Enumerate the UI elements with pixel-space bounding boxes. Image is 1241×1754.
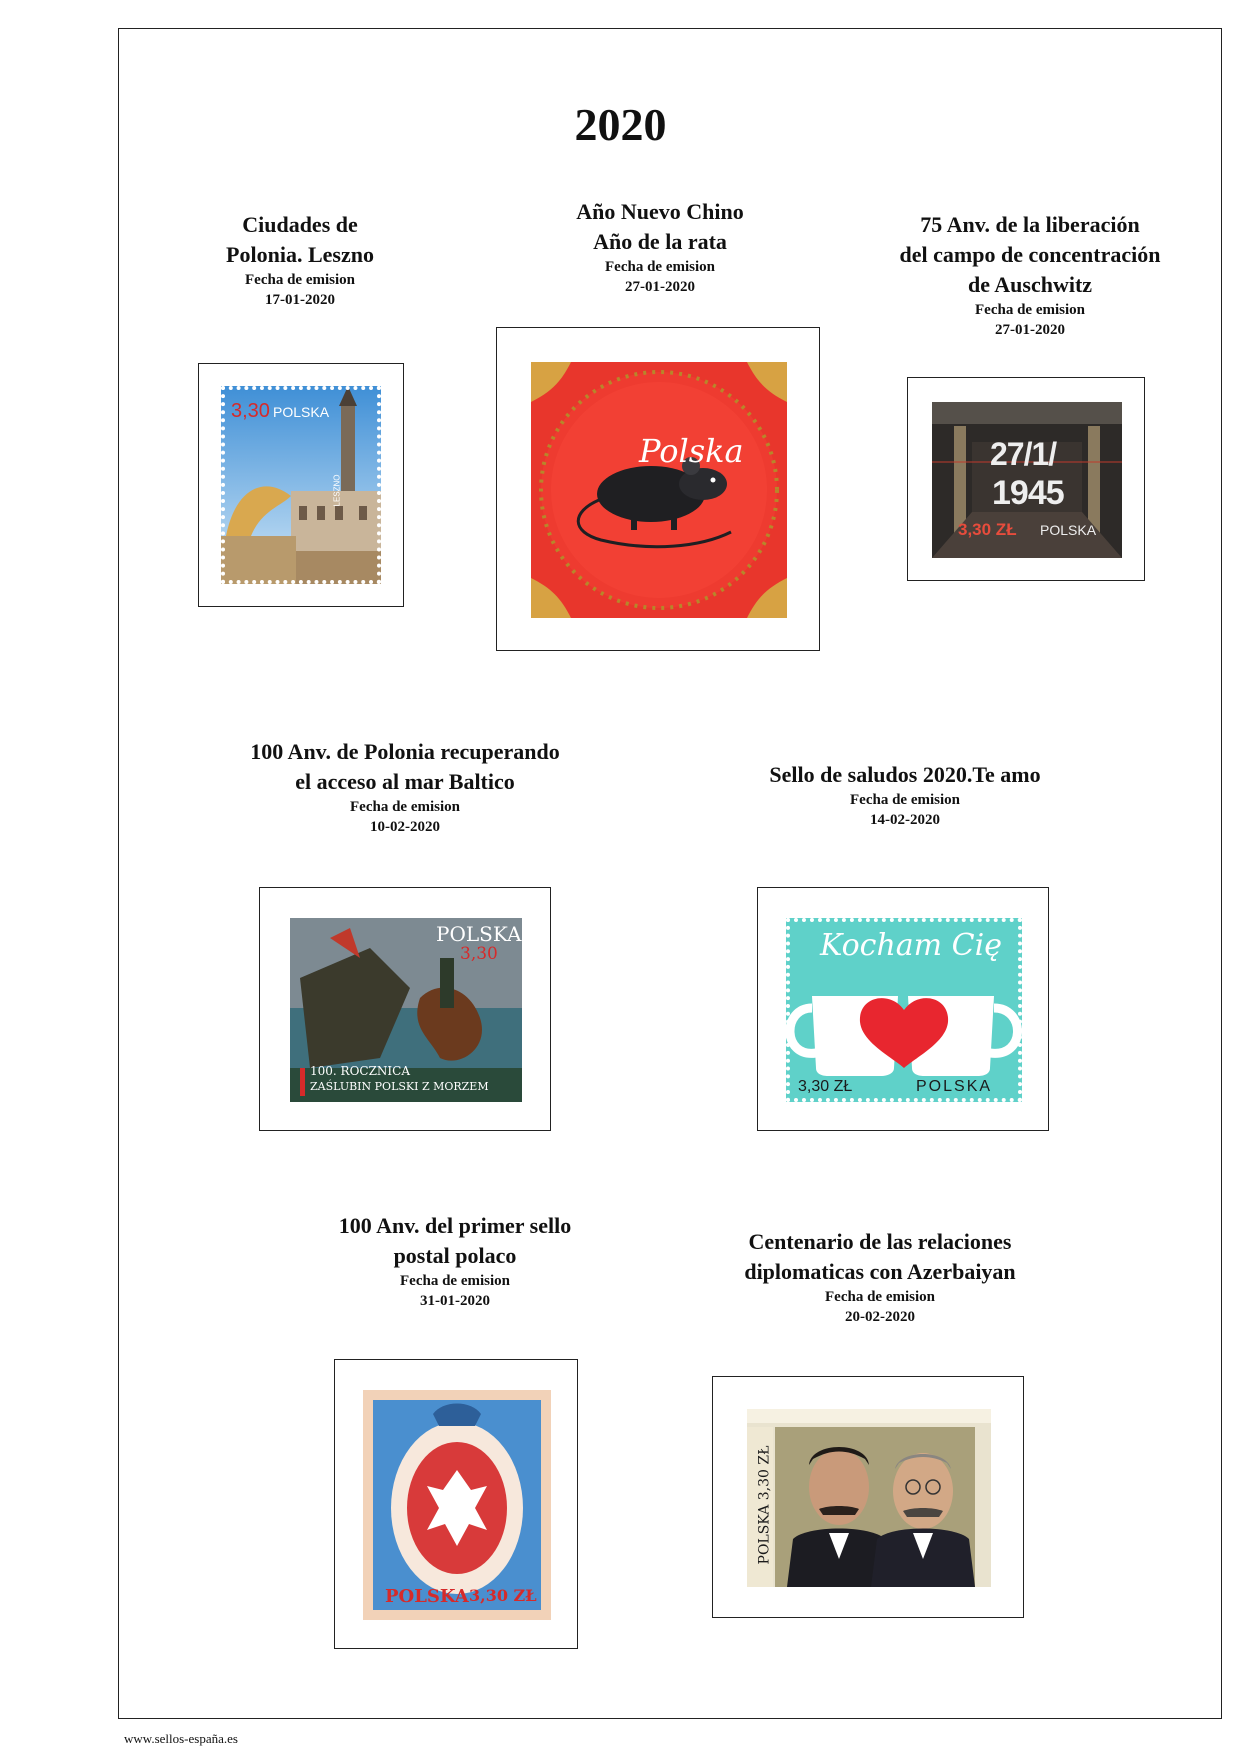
stamp-mount-rat xyxy=(496,327,820,651)
stamp-value: 3,30 ZŁ xyxy=(958,520,1017,539)
stamp-baltic xyxy=(290,918,522,1102)
issue-caption-first-stamp xyxy=(285,1211,625,1311)
issue-date: 27-01-2020 xyxy=(625,279,695,295)
stamp-leszno xyxy=(221,386,381,584)
issue-date: 20-02-2020 xyxy=(845,1309,915,1325)
issue-date-label: Fecha de emision xyxy=(975,302,1085,318)
stamp-mount-love xyxy=(757,887,1049,1131)
stamp-country: POLSKA xyxy=(1040,522,1097,538)
stamp-country: POLSKA xyxy=(385,1586,469,1607)
issue-date-label: Fecha de emision xyxy=(350,799,460,815)
stamp-country: POLSKA 3,30 ZŁ xyxy=(756,1445,773,1565)
issue-date: 10-02-2020 xyxy=(370,819,440,835)
issue-title: 100 Anv. del primer sello postal polaco xyxy=(338,1213,572,1268)
stamp-mount-first-stamp xyxy=(334,1359,578,1649)
stamp-city: LESZNO xyxy=(332,474,342,507)
issue-caption-baltic xyxy=(220,737,590,837)
issue-title: Sello de saludos 2020.Te amo xyxy=(769,762,1041,787)
stamp-mount-azerbaijan xyxy=(712,1376,1024,1618)
issue-caption-rat xyxy=(530,197,790,297)
stamp-date-line2: 1945 xyxy=(992,474,1064,512)
stamp-country: POLSKA xyxy=(916,1078,993,1095)
issue-caption-azerbaijan xyxy=(695,1227,1065,1327)
issue-date-label: Fecha de emision xyxy=(825,1289,935,1305)
issue-date: 17-01-2020 xyxy=(265,292,335,308)
stamp-love xyxy=(786,918,1022,1102)
stamp-caption-2: ZAŚLUBIN POLSKI Z MORZEM xyxy=(310,1080,489,1093)
stamp-value: 3,30 xyxy=(231,400,270,422)
stamp-mount-auschwitz xyxy=(907,377,1145,581)
stamp-value: 3,30 xyxy=(460,944,498,964)
stamp-date-line1: 27/1/ xyxy=(990,436,1057,472)
stamp-country: Polska xyxy=(639,432,744,470)
issue-date: 31-01-2020 xyxy=(420,1293,490,1309)
issue-title: 100 Anv. de Polonia recuperando el acceso al mar Baltico xyxy=(250,739,560,794)
issue-date-label: Fecha de emision xyxy=(850,792,960,808)
issue-date-label: Fecha de emision xyxy=(245,272,355,288)
issue-title: Centenario de las relaciones diplomaticas con Azerbaiyan xyxy=(744,1229,1016,1284)
issue-caption-auschwitz xyxy=(860,210,1200,340)
stamp-caption-1: 100. ROCZNICA xyxy=(310,1064,411,1078)
issue-date-label: Fecha de emision xyxy=(605,259,715,275)
stamp-azerbaijan xyxy=(747,1409,991,1587)
issue-caption-leszno xyxy=(180,210,420,310)
issue-date: 14-02-2020 xyxy=(870,812,940,828)
stamp-script: Kocham Cię xyxy=(820,928,1002,963)
issue-title: 75 Anv. de la liberación del campo de concentración de Auschwitz xyxy=(899,212,1161,297)
issue-caption-love xyxy=(720,760,1090,830)
stamp-value: 3,30 ZŁ xyxy=(469,1586,537,1605)
issue-date-label: Fecha de emision xyxy=(400,1273,510,1289)
page-year: 2020 xyxy=(574,99,667,150)
stamp-country: POLSKA xyxy=(273,404,330,420)
website-footer: www.sellos-españa.es xyxy=(124,1731,238,1746)
stamp-auschwitz xyxy=(932,402,1122,558)
stamp-rat xyxy=(531,362,787,618)
stamp-mount-leszno xyxy=(198,363,404,607)
issue-title: Ciudades de Polonia. Leszno xyxy=(226,212,374,267)
stamp-first-stamp xyxy=(363,1390,551,1620)
issue-date: 27-01-2020 xyxy=(995,322,1065,338)
stamp-value: 3,30 ZŁ xyxy=(798,1078,853,1095)
issue-title: Año Nuevo Chino Año de la rata xyxy=(576,199,744,254)
stamp-mount-baltic xyxy=(259,887,551,1131)
stamp-country: POLSKA xyxy=(436,922,522,946)
